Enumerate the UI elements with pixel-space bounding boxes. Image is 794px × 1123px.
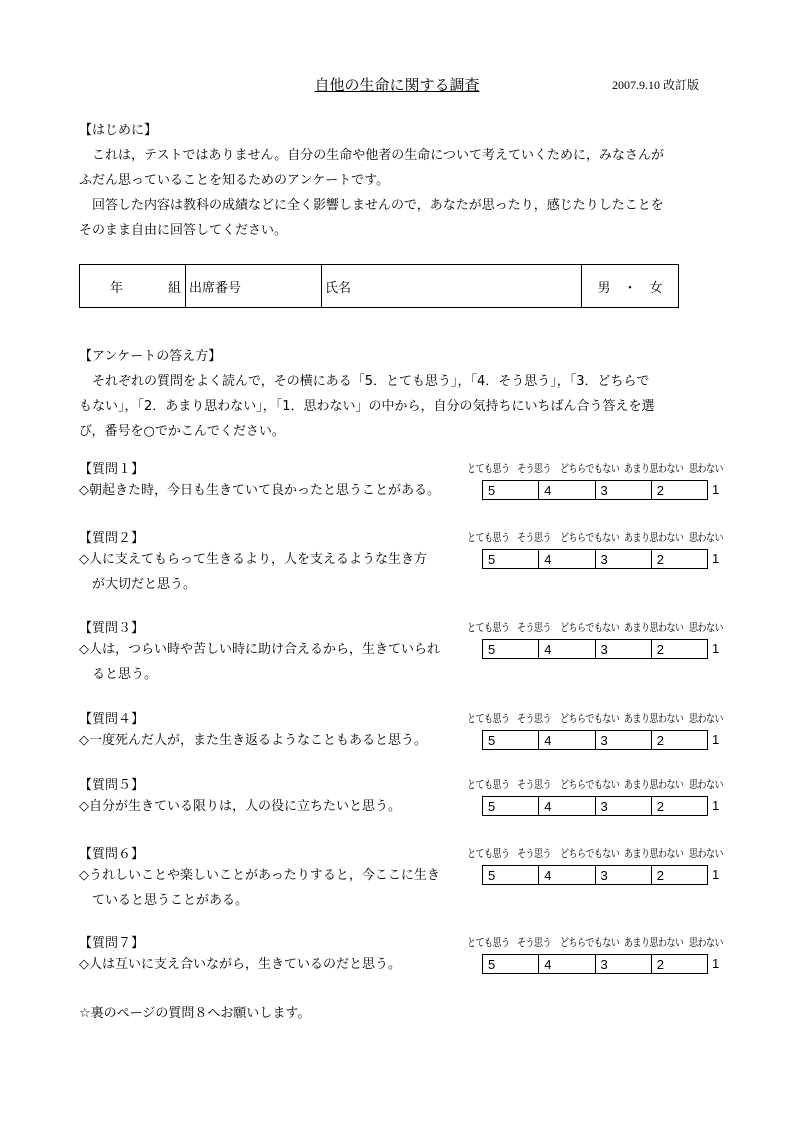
revision-date: 2007.9.10 改訂版 xyxy=(612,78,700,92)
intro-text: そのまま自由に回答してください。 xyxy=(79,223,288,238)
scale-label: とても思う xyxy=(467,848,510,861)
answer-scale xyxy=(482,865,708,885)
answer-option[interactable]: 3 xyxy=(596,481,652,499)
gender-label: 男 ・ 女 xyxy=(597,280,663,296)
question-text xyxy=(79,728,479,753)
scale-label: とても思う xyxy=(467,532,510,545)
intro-text: 回答した内容は教科の成績などに全く影響しませんので，あなたが思ったり，感じたりしたことを xyxy=(79,198,664,213)
answer-option[interactable]: 3 xyxy=(596,550,652,568)
scale-label: 思わない xyxy=(689,848,724,861)
instructions-text: もない」，「2．あまり思わない」，「1．思わない」の中から，自分の気持ちにいちばん合う答えを選 xyxy=(79,399,655,414)
answer-scale xyxy=(482,639,708,659)
answer-option[interactable]: 4 xyxy=(539,955,595,973)
scale-label: そう思う xyxy=(517,937,552,950)
answer-option[interactable]: 3 xyxy=(596,866,652,884)
answer-scale xyxy=(482,480,708,500)
answer-option[interactable]: 5 xyxy=(483,640,539,658)
question-line: ていると思うことがある。 xyxy=(79,893,249,908)
answer-option[interactable]: 2 xyxy=(656,867,664,883)
answer-scale xyxy=(482,549,708,569)
answer-scale xyxy=(482,796,708,816)
seat-number-label: 出席番号 xyxy=(189,280,242,296)
answer-option[interactable]: 1 xyxy=(712,956,720,971)
scale-label: あまり思わない xyxy=(624,937,684,950)
scale-label: あまり思わない xyxy=(624,532,684,545)
year-label: 年 xyxy=(110,280,124,296)
scale-label: どちらでもない xyxy=(560,532,620,545)
answer-option[interactable]: 4 xyxy=(539,731,595,749)
answer-option[interactable]: 1 xyxy=(712,551,720,566)
question-line: ◇人は，つらい時や苦しい時に助け合えるから，生きていられ xyxy=(79,642,440,657)
answer-option[interactable]: 2 xyxy=(656,956,664,972)
question-heading: 【質問５】 xyxy=(79,778,145,793)
question-text xyxy=(79,952,479,977)
question-heading: 【質問２】 xyxy=(79,531,145,546)
instructions-text: それぞれの質問をよく読んで，その横にある「5．とても思う」，「4．そう思う」，「3．どちらで xyxy=(79,374,650,389)
scale-label: あまり思わない xyxy=(624,713,684,726)
answer-option[interactable]: 2 xyxy=(656,482,664,498)
answer-scale xyxy=(482,954,708,974)
name-cell[interactable] xyxy=(322,265,582,307)
answer-option[interactable]: 3 xyxy=(596,955,652,973)
answer-scale xyxy=(482,730,708,750)
answer-option[interactable]: 3 xyxy=(596,731,652,749)
answer-option[interactable]: 3 xyxy=(596,640,652,658)
answer-option[interactable]: 5 xyxy=(483,797,539,815)
answer-option[interactable]: 4 xyxy=(539,640,595,658)
answer-option[interactable]: 1 xyxy=(712,867,720,882)
answer-option[interactable]: 5 xyxy=(483,955,539,973)
question-line: ◇朝起きた時，今日も生きていて良かったと思うことがある。 xyxy=(79,483,440,498)
scale-label: そう思う xyxy=(517,713,552,726)
scale-label: あまり思わない xyxy=(624,622,684,635)
question-heading: 【質問４】 xyxy=(79,712,145,727)
scale-label: 思わない xyxy=(689,937,724,950)
class-label: 組 xyxy=(167,280,181,296)
answer-option[interactable]: 1 xyxy=(712,798,720,813)
answer-option[interactable]: 1 xyxy=(712,482,720,497)
scale-label: 思わない xyxy=(689,713,724,726)
answer-option[interactable]: 5 xyxy=(483,550,539,568)
question-line: ◇人に支えてもらって生きるより，人を支えるような生き方 xyxy=(79,552,427,567)
scale-label: とても思う xyxy=(467,463,510,476)
answer-option[interactable]: 2 xyxy=(656,641,664,657)
answer-option[interactable]: 2 xyxy=(656,732,664,748)
question-line: ◇うれしいことや楽しいことがあったりすると，今ここに生き xyxy=(79,868,440,883)
answer-option[interactable]: 4 xyxy=(539,481,595,499)
scale-label: 思わない xyxy=(689,779,724,792)
scale-label: どちらでもない xyxy=(560,713,620,726)
intro-heading: 【はじめに】 xyxy=(79,123,158,138)
scale-label: 思わない xyxy=(689,463,724,476)
scale-label: あまり思わない xyxy=(624,848,684,861)
answer-option[interactable]: 1 xyxy=(712,641,720,656)
question-heading: 【質問７】 xyxy=(79,936,145,951)
scale-label: どちらでもない xyxy=(560,463,620,476)
question-line: ◇自分が生きている限りは，人の役に立ちたいと思う。 xyxy=(79,799,401,814)
scale-label: どちらでもない xyxy=(560,779,620,792)
answer-option[interactable]: 3 xyxy=(596,797,652,815)
intro-text: これは，テストではありません。自分の生命や他者の生命について考えていくために，みなさんが xyxy=(79,148,665,163)
answer-option[interactable]: 4 xyxy=(539,797,595,815)
question-line: ◇一度死んだ人が，また生き返るようなこともあると思う。 xyxy=(79,733,427,748)
question-text xyxy=(79,478,479,503)
page-title: 自他の生命に関する調査 xyxy=(314,76,480,94)
question-line: ると思う。 xyxy=(79,667,158,682)
question-heading: 【質問１】 xyxy=(79,462,145,477)
question-line: が大切だと思う。 xyxy=(79,577,197,592)
scale-label: どちらでもない xyxy=(560,622,620,635)
scale-label: あまり思わない xyxy=(624,779,684,792)
name-label: 氏名 xyxy=(325,280,352,296)
question-text xyxy=(79,547,479,597)
scale-label: とても思う xyxy=(467,622,510,635)
scale-label: そう思う xyxy=(517,532,552,545)
answer-option[interactable]: 5 xyxy=(483,731,539,749)
instructions-section xyxy=(79,344,719,444)
scale-label: そう思う xyxy=(517,848,552,861)
question-text xyxy=(79,794,479,819)
scale-label: そう思う xyxy=(517,622,552,635)
scale-label: 思わない xyxy=(689,532,724,545)
student-info-table xyxy=(79,264,679,308)
question-text xyxy=(79,637,479,687)
answer-option[interactable]: 2 xyxy=(656,798,664,814)
instructions-heading: 【アンケートの答え方】 xyxy=(79,349,222,364)
intro-section xyxy=(79,118,719,243)
seat-number-cell[interactable] xyxy=(186,265,322,307)
scale-label: どちらでもない xyxy=(560,848,620,861)
scale-label: あまり思わない xyxy=(624,463,684,476)
question-heading: 【質問６】 xyxy=(79,847,145,862)
scale-label: 思わない xyxy=(689,622,724,635)
scale-label: そう思う xyxy=(517,463,552,476)
answer-option[interactable]: 5 xyxy=(483,866,539,884)
gender-cell[interactable] xyxy=(582,265,678,307)
instructions-text: び，番号を○でかこんでください。 xyxy=(79,424,285,439)
scale-label: とても思う xyxy=(467,713,510,726)
answer-option[interactable]: 1 xyxy=(712,732,720,747)
scale-label: とても思う xyxy=(467,937,510,950)
answer-option[interactable]: 4 xyxy=(539,550,595,568)
answer-option[interactable]: 2 xyxy=(656,551,664,567)
question-line: ◇人は互いに支え合いながら，生きているのだと思う。 xyxy=(79,957,401,972)
scale-label: そう思う xyxy=(517,779,552,792)
answer-option[interactable]: 4 xyxy=(539,866,595,884)
question-text xyxy=(79,863,479,913)
scale-label: とても思う xyxy=(467,779,510,792)
question-heading: 【質問３】 xyxy=(79,621,145,636)
answer-option[interactable]: 5 xyxy=(483,481,539,499)
footer-note: ☆裏のページの質問８へお願いします。 xyxy=(79,1006,311,1021)
intro-text: ふだん思っていることを知るためのアンケートです。 xyxy=(79,173,390,188)
scale-label: どちらでもない xyxy=(560,937,620,950)
year-class-cell[interactable] xyxy=(80,265,186,307)
